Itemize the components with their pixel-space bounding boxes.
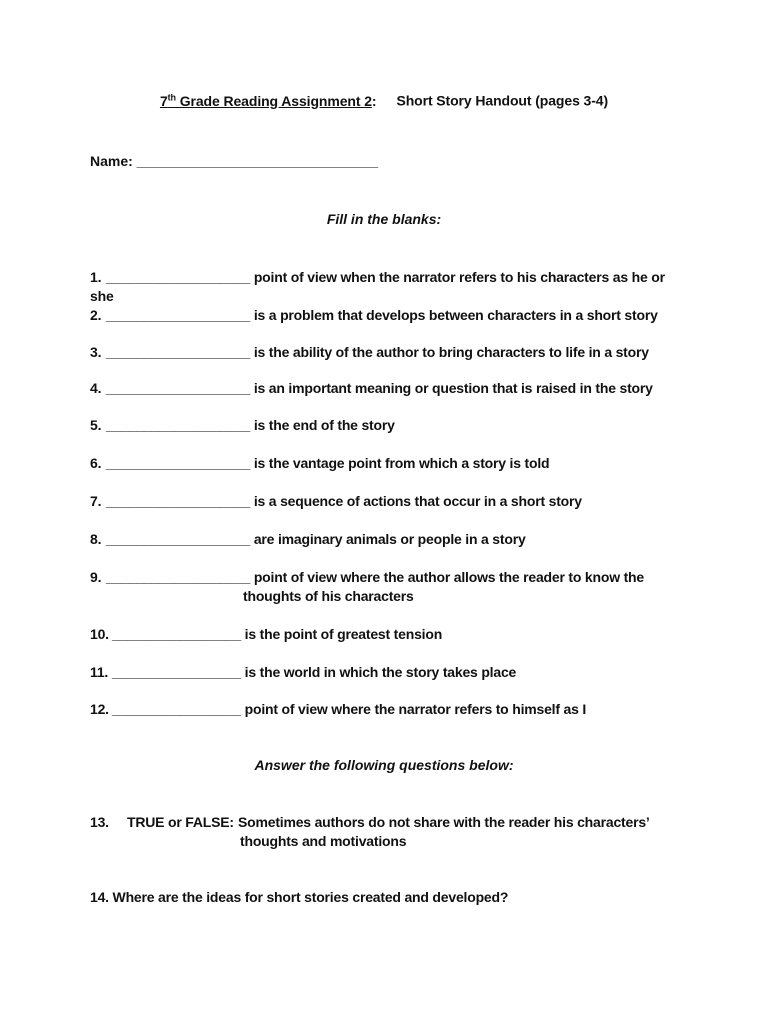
item-number: 9. xyxy=(90,569,102,585)
item-text: point of view when the narrator refers to his characters as he or she xyxy=(90,269,665,304)
item-text: is the end of the story xyxy=(250,417,395,433)
answer-blank: ___________________ xyxy=(106,307,251,323)
title-handout: Short Story Handout (pages 3-4) xyxy=(396,92,609,109)
answer-blank: ___________________ xyxy=(106,455,251,471)
title-grade-number: 7 xyxy=(159,92,168,109)
answer-blank: _________________ xyxy=(112,664,241,680)
question-13-label: TRUE or FALSE: xyxy=(127,814,234,830)
item-number: 7. xyxy=(90,493,102,509)
item-text: is a problem that develops between characters in a short story xyxy=(250,307,658,323)
fill-in-blank-item xyxy=(90,625,690,644)
item-text: point of view where the author allows the reader to know the xyxy=(250,569,644,585)
title-assignment: Grade Reading Assignment 2 xyxy=(175,92,372,109)
name-line: Name: _______________________________ xyxy=(90,153,379,169)
item-text: is the point of greatest tension xyxy=(240,626,443,642)
fill-in-blank-item xyxy=(90,306,690,325)
section-heading-fill-blanks: Fill in the blanks: xyxy=(326,211,442,227)
item-number: 3. xyxy=(90,344,102,360)
fill-in-blank-item xyxy=(90,268,690,306)
answer-blank: ___________________ xyxy=(106,269,251,285)
item-text: are imaginary animals or people in a story xyxy=(250,531,526,547)
item-text: point of view where the narrator refers to himself as I xyxy=(240,701,587,717)
answer-blank: ___________________ xyxy=(106,417,251,433)
answer-blank: _________________ xyxy=(112,626,241,642)
item-number: 8. xyxy=(90,531,102,547)
title-colon: : xyxy=(371,92,377,109)
question-13-continuation: thoughts and motivations xyxy=(240,833,407,849)
question-14: 14. Where are the ideas for short stories created and developed? xyxy=(90,889,509,905)
answer-blank: ___________________ xyxy=(106,493,251,509)
item-number: 4. xyxy=(90,380,102,396)
fill-in-blank-item xyxy=(90,700,690,719)
title-grade xyxy=(160,93,372,109)
fill-in-blank-item xyxy=(90,343,690,362)
item-text-continuation: thoughts of his characters xyxy=(243,588,414,604)
fill-in-blank-item xyxy=(90,379,690,398)
fill-in-blank-item xyxy=(90,663,690,682)
item-text: is an important meaning or question that is raised in the story xyxy=(250,380,653,396)
answer-blank: ___________________ xyxy=(106,344,251,360)
item-number: 1. xyxy=(90,269,102,285)
question-13-text: Sometimes authors do not share with the reader his characters’ xyxy=(238,814,650,830)
item-number: 11. xyxy=(90,664,109,680)
question-13 xyxy=(90,813,650,851)
fill-in-blank-item xyxy=(90,416,690,435)
answer-blank: ___________________ xyxy=(106,380,251,396)
page-title xyxy=(0,92,768,109)
item-text: is the ability of the author to bring characters to life in a story xyxy=(250,344,649,360)
fill-in-blank-item xyxy=(90,568,690,606)
answer-blank: _________________ xyxy=(112,701,241,717)
answer-blank: ___________________ xyxy=(106,531,251,547)
item-number: 10. xyxy=(90,626,109,642)
item-number: 6. xyxy=(90,455,102,471)
answer-blank: ___________________ xyxy=(106,569,251,585)
fill-in-blank-item xyxy=(90,454,690,473)
title-grade-suffix: th xyxy=(167,92,176,102)
question-13-number: 13. xyxy=(90,814,109,830)
item-number: 12. xyxy=(90,701,109,717)
item-number: 2. xyxy=(90,307,102,323)
fill-in-blank-item xyxy=(90,530,690,549)
item-text: is the vantage point from which a story is told xyxy=(250,455,550,471)
fill-in-blank-item xyxy=(90,492,690,511)
item-text: is a sequence of actions that occur in a short story xyxy=(250,493,582,509)
section-heading-questions: Answer the following questions below: xyxy=(254,757,514,773)
item-text: is the world in which the story takes place xyxy=(240,664,517,680)
item-number: 5. xyxy=(90,417,102,433)
